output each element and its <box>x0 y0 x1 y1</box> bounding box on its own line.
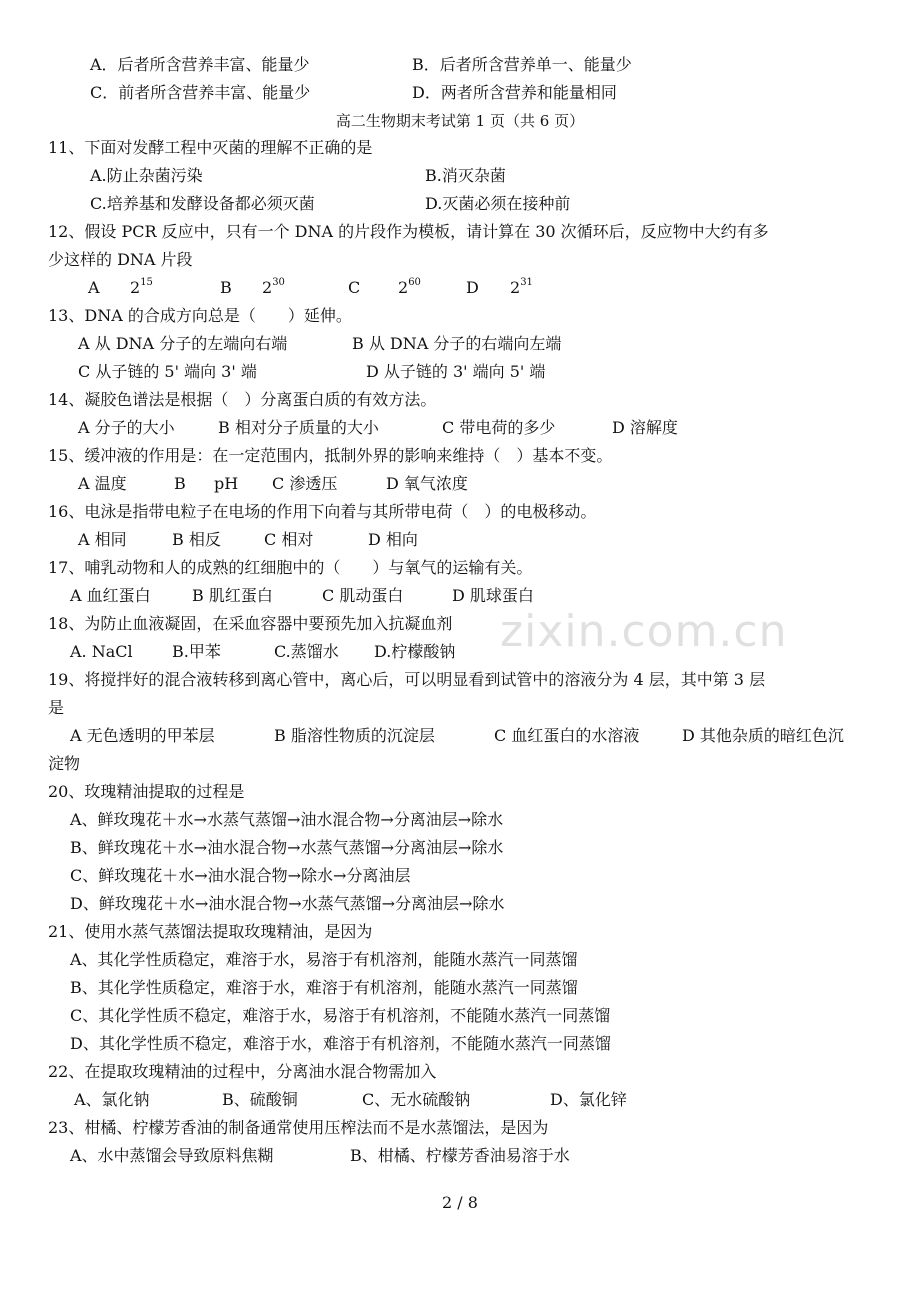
q12-stem-line1: 12、假设 PCR 反应中，只有一个 DNA 的片段作为模板，请计算在 30 次循环后，反应物中大约有多 <box>48 222 769 241</box>
q12-option-b: $2^{30}$ <box>262 277 285 297</box>
q14-option-c: C 带电荷的多少 <box>442 418 556 437</box>
q22-option-d: D、氯化锌 <box>550 1090 627 1109</box>
q18-option-a: A. NaCl <box>70 642 133 661</box>
q17-option-c: C 肌动蛋白 <box>322 586 404 605</box>
q14-option-b: B 相对分子质量的大小 <box>218 418 379 437</box>
q16-option-a: A 相同 <box>78 530 127 549</box>
q23-option-a: A、水中蒸馏会导致原料焦糊 <box>70 1146 274 1165</box>
q22-option-c: C、无水硫酸钠 <box>362 1090 471 1109</box>
exam-header: 高二生物期末考试第 1 页（共 6 页） <box>335 112 585 130</box>
q20-stem: 20、玫瑰精油提取的过程是 <box>48 782 245 801</box>
q13-option-b: B 从 DNA 分子的右端向左端 <box>352 334 562 353</box>
q21-option-d: D、其化学性质不稳定，难溶于水，难溶于有机溶剂，不能随水蒸汽一同蒸馏 <box>70 1034 611 1053</box>
q10-option-c: C．前者所含营养丰富、能量少 <box>90 83 311 102</box>
q13-option-c: C 从子链的 5' 端向 3' 端 <box>78 362 257 381</box>
q13-stem: 13、DNA 的合成方向总是（ ）延伸。 <box>48 306 352 325</box>
q13-option-d: D 从子链的 3' 端向 5' 端 <box>366 362 546 381</box>
q15-option-c: C 渗透压 <box>272 474 338 493</box>
q20-option-c: C、鲜玫瑰花＋水→油水混合物→除水→分离油层 <box>70 866 411 885</box>
q12-option-d: $2^{31}$ <box>510 277 533 297</box>
watermark: zixin.com.cn <box>500 606 788 657</box>
q12-option-b-label: B <box>220 278 232 297</box>
q23-stem: 23、柑橘、柠檬芳香油的制备通常使用压榨法而不是水蒸馏法，是因为 <box>48 1118 549 1137</box>
q19-option-a: A 无色透明的甲苯层 <box>70 726 215 745</box>
q16-option-b: B 相反 <box>172 530 221 549</box>
q21-option-b: B、其化学性质稳定，难溶于水，难溶于有机溶剂，能随水蒸汽一同蒸馏 <box>70 978 578 997</box>
q22-option-a: A、氯化钠 <box>74 1090 150 1109</box>
q10-option-b: B．后者所含营养单一、能量少 <box>412 55 632 74</box>
q19-option-d: D 其他杂质的暗红色沉 <box>682 726 844 745</box>
q21-stem: 21、使用水蒸气蒸馏法提取玫瑰精油，是因为 <box>48 922 373 941</box>
q19-option-d-continued: 淀物 <box>48 754 81 773</box>
q12-option-c: $2^{60}$ <box>398 277 421 297</box>
q12-option-d-label: D <box>466 278 479 297</box>
q15-option-b-label: B <box>174 474 186 493</box>
q19-stem-line2: 是 <box>48 698 65 717</box>
q11-option-c: C.培养基和发酵设备都必须灭菌 <box>90 194 315 213</box>
q11-option-d: D.灭菌必须在接种前 <box>425 194 571 213</box>
page-number: 2 / 8 <box>442 1193 478 1212</box>
q18-option-d: D.柠檬酸钠 <box>374 642 456 661</box>
q11-option-b: B.消灭杂菌 <box>425 166 506 185</box>
q15-option-d: D 氧气浓度 <box>386 474 468 493</box>
q20-option-a: A、鲜玫瑰花＋水→水蒸气蒸馏→油水混合物→分离油层→除水 <box>70 810 504 829</box>
q17-option-a: A 血红蛋白 <box>70 586 151 605</box>
q17-option-b: B 肌红蛋白 <box>192 586 273 605</box>
q20-option-b: B、鲜玫瑰花＋水→油水混合物→水蒸气蒸馏→分离油层→除水 <box>70 838 504 857</box>
q14-option-d: D 溶解度 <box>612 418 678 437</box>
q19-stem-line1: 19、将搅拌好的混合液转移到离心管中，离心后，可以明显看到试管中的溶液分为 4 层，其中第 3 层 <box>48 670 766 689</box>
q19-option-b: B 脂溶性物质的沉淀层 <box>274 726 435 745</box>
q10-option-d: D．两者所含营养和能量相同 <box>412 83 617 102</box>
q18-option-c: C.蒸馏水 <box>274 642 339 661</box>
q15-stem: 15、缓冲液的作用是：在一定范围内，抵制外界的影响来维持（ ）基本不变。 <box>48 446 613 465</box>
q13-option-a: A 从 DNA 分子的左端向右端 <box>78 334 288 353</box>
q14-stem: 14、凝胶色谱法是根据（ ）分离蛋白质的有效方法。 <box>48 390 437 409</box>
q12-option-a-label: A <box>88 278 100 297</box>
q16-stem: 16、电泳是指带电粒子在电场的作用下向着与其所带电荷（ ）的电极移动。 <box>48 502 597 521</box>
q10-option-a: A．后者所含营养丰富、能量少 <box>90 55 310 74</box>
q15-option-a: A 温度 <box>78 474 127 493</box>
q21-option-c: C、其化学性质不稳定，难溶于水，易溶于有机溶剂，不能随水蒸汽一同蒸馏 <box>70 1006 611 1025</box>
q17-option-d: D 肌球蛋白 <box>452 586 534 605</box>
q12-stem-line2: 少这样的 DNA 片段 <box>48 250 193 269</box>
q15-option-b: pH <box>214 474 239 493</box>
q21-option-a: A、其化学性质稳定，难溶于水，易溶于有机溶剂，能随水蒸汽一同蒸馏 <box>70 950 578 969</box>
q19-option-c: C 血红蛋白的水溶液 <box>494 726 640 745</box>
q18-stem: 18、为防止血液凝固，在采血容器中要预先加入抗凝血剂 <box>48 614 453 633</box>
q16-option-d: D 相向 <box>368 530 418 549</box>
q22-stem: 22、在提取玫瑰精油的过程中，分离油水混合物需加入 <box>48 1062 437 1081</box>
q11-stem: 11、下面对发酵工程中灭菌的理解不正确的是 <box>48 138 373 157</box>
q22-option-b: B、硫酸铜 <box>222 1090 298 1109</box>
q23-option-b: B、柑橘、柠檬芳香油易溶于水 <box>350 1146 570 1165</box>
q12-option-c-label: C <box>348 278 361 297</box>
q12-option-a: $2^{15}$ <box>130 277 153 297</box>
q17-stem: 17、哺乳动物和人的成熟的红细胞中的（ ）与氧气的运输有关。 <box>48 558 533 577</box>
q11-option-a: A.防止杂菌污染 <box>90 166 203 185</box>
q18-option-b: B.甲苯 <box>172 642 221 661</box>
q16-option-c: C 相对 <box>264 530 314 549</box>
q20-option-d: D、鲜玫瑰花＋水→油水混合物→水蒸气蒸馏→分离油层→除水 <box>70 894 505 913</box>
q14-option-a: A 分子的大小 <box>78 418 175 437</box>
